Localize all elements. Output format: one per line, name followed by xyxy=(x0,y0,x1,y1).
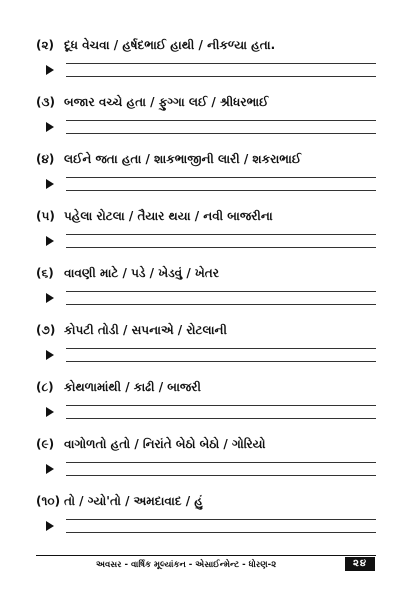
answer-line[interactable] xyxy=(66,475,376,476)
exercise-item xyxy=(0,379,411,436)
exercise-prompt xyxy=(36,493,203,509)
exercise-prompt xyxy=(36,37,275,53)
exercise-item xyxy=(0,37,411,94)
page-number: ૨૪ xyxy=(345,557,375,571)
arrow-icon xyxy=(46,293,54,303)
exercise-words: તો / ગ્યો'તો / અમદાવાદ / હું xyxy=(64,494,203,508)
exercise-number: (૬) xyxy=(36,266,54,280)
exercise-prompt xyxy=(36,208,273,224)
exercise-words: કોથળામાંથી / કાઢી / બાજરી xyxy=(64,380,201,394)
answer-line[interactable] xyxy=(66,418,376,419)
answer-line[interactable] xyxy=(66,76,376,77)
exercise-number: (૩) xyxy=(36,95,55,109)
answer-line[interactable] xyxy=(66,177,376,178)
exercise-prompt xyxy=(36,436,266,452)
exercise-prompt xyxy=(36,322,227,338)
exercise-item xyxy=(0,322,411,379)
exercise-prompt xyxy=(36,94,268,110)
exercise-prompt xyxy=(36,151,301,167)
exercise-number: (૨) xyxy=(36,38,55,52)
answer-line[interactable] xyxy=(66,348,376,349)
arrow-icon xyxy=(46,179,54,189)
arrow-icon xyxy=(46,65,54,75)
exercise-item xyxy=(0,151,411,208)
arrow-icon xyxy=(46,464,54,474)
answer-line[interactable] xyxy=(66,190,376,191)
arrow-icon xyxy=(46,350,54,360)
exercise-words: લઈને જતા હતા / શાકભાજીની લારી / શકરાભાઈ xyxy=(64,152,302,166)
exercise-item xyxy=(0,493,411,550)
exercise-number: (૯) xyxy=(36,437,55,451)
exercise-words: વાવણી માટે / પડે / ખેડવું / ખેતર xyxy=(64,266,219,280)
arrow-icon xyxy=(46,122,54,132)
answer-line[interactable] xyxy=(66,519,376,520)
exercise-words: કોપટી તોડી / સપનાએ / રોટલાની xyxy=(64,323,227,337)
arrow-icon xyxy=(46,521,54,531)
exercise-prompt xyxy=(36,379,201,395)
exercise-words: વાગોળતો હતો / નિરાંતે બેઠો બેઠો / ગોરિયો xyxy=(64,437,266,451)
answer-line[interactable] xyxy=(66,532,376,533)
answer-line[interactable] xyxy=(66,462,376,463)
exercise-prompt xyxy=(36,265,219,281)
exercise-words: બજાર વચ્ચે હતા / ફુગ્ગા લઈ / શ્રીધરભાઈ xyxy=(64,95,269,109)
footer-text: અવસર - વાર્ષિક મૂલ્યાંકન - એસાઈન્મેન્ટ - ધોરણ-૨ xyxy=(96,560,277,570)
exercise-number: (૭) xyxy=(36,323,56,337)
exercise-number: (૪) xyxy=(36,152,55,166)
arrow-icon xyxy=(46,236,54,246)
exercise-item xyxy=(0,94,411,151)
answer-line[interactable] xyxy=(66,247,376,248)
answer-line[interactable] xyxy=(66,234,376,235)
exercise-words: દૂધ વેચવા / હર્ષદભાઈ હાથી / નીકળ્યા હતા. xyxy=(64,38,276,52)
answer-line[interactable] xyxy=(66,120,376,121)
answer-line[interactable] xyxy=(66,291,376,292)
exercise-number: (૮) xyxy=(36,380,54,394)
exercise-words: પહેલા રોટલા / તૈયાર થયા / નવી બાજરીના xyxy=(64,209,273,223)
exercise-item xyxy=(0,208,411,265)
exercise-item xyxy=(0,265,411,322)
footer-divider xyxy=(36,555,376,556)
exercise-number: (૫) xyxy=(36,209,55,223)
answer-line[interactable] xyxy=(66,405,376,406)
answer-line[interactable] xyxy=(66,133,376,134)
exercise-number: (૧૦) xyxy=(36,494,61,508)
exercise-item xyxy=(0,436,411,493)
answer-line[interactable] xyxy=(66,361,376,362)
answer-line[interactable] xyxy=(66,63,376,64)
arrow-icon xyxy=(46,407,54,417)
answer-line[interactable] xyxy=(66,304,376,305)
